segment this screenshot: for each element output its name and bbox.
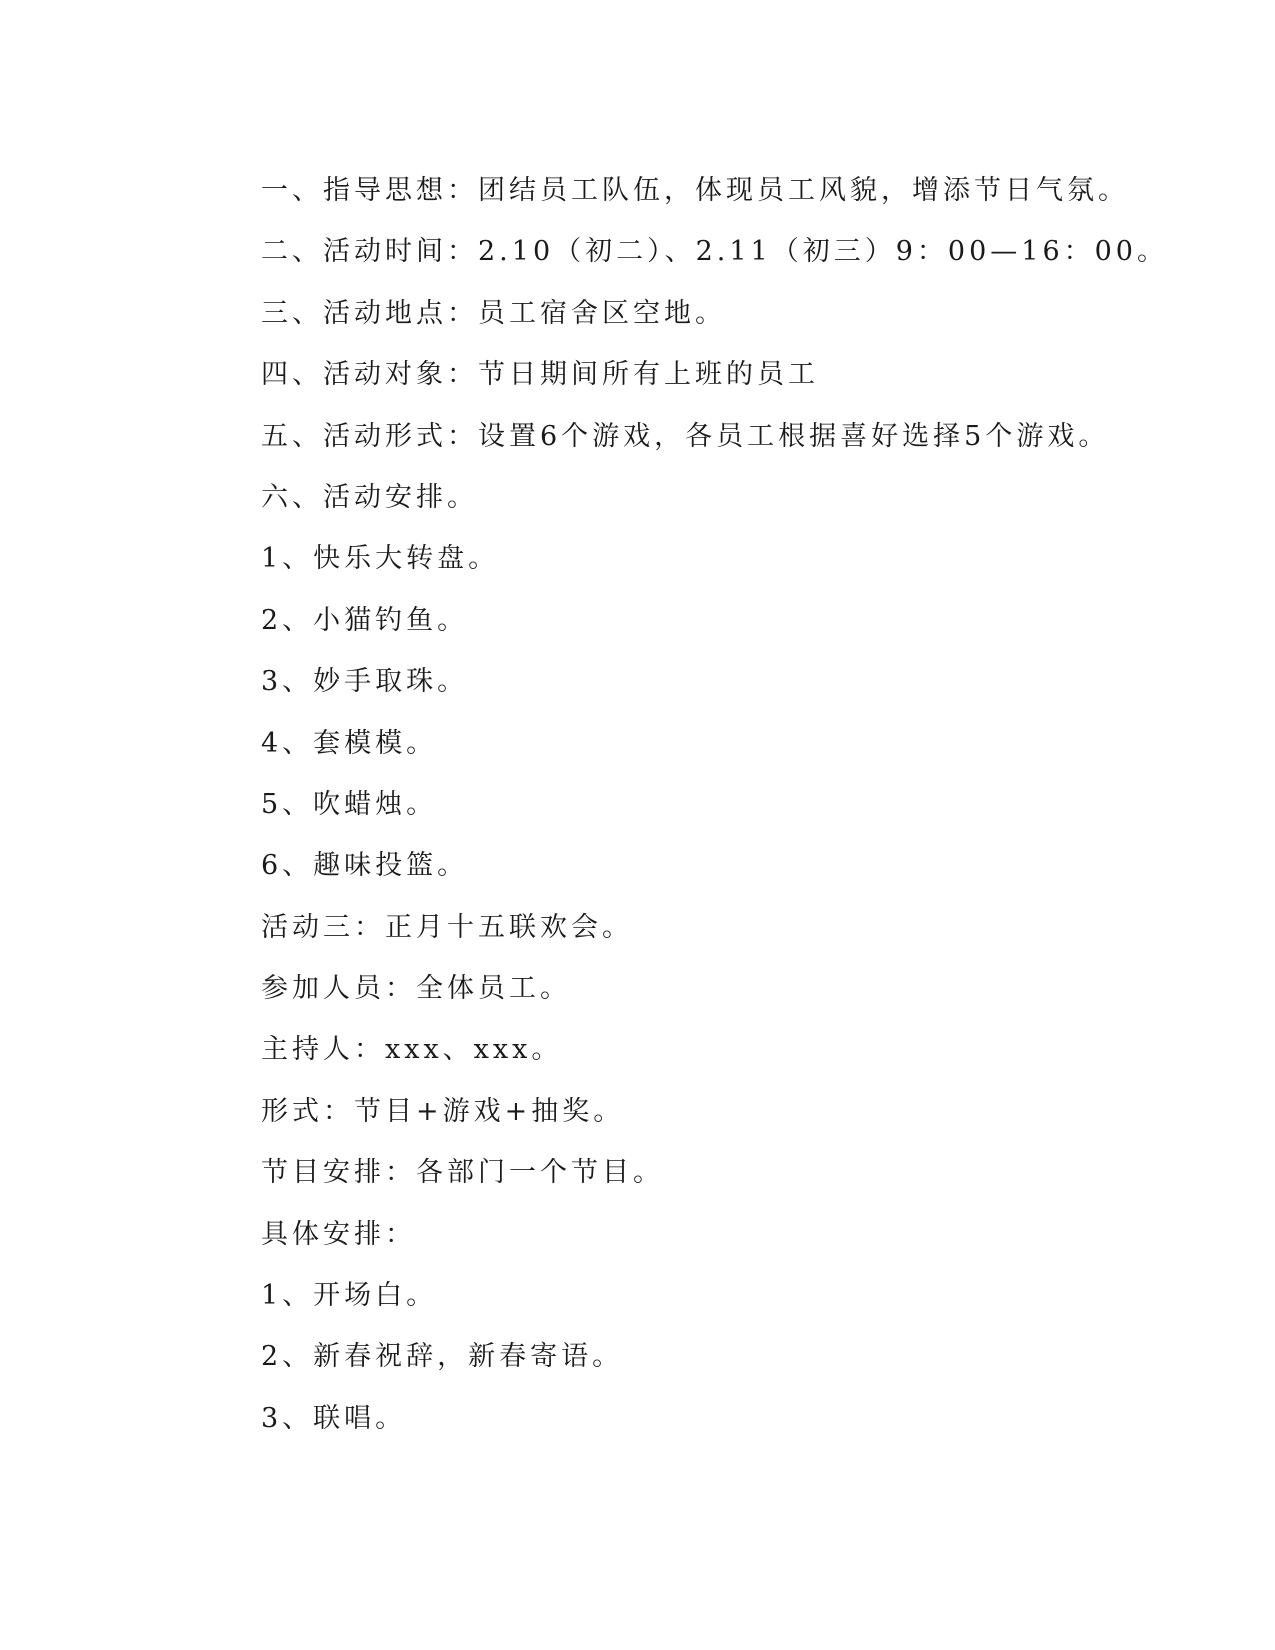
game-list-item: 3、妙手取珠。 (261, 666, 469, 698)
activity-three-heading: 活动三：正月十五联欢会。 (261, 911, 633, 943)
activity-format-line: 五、活动形式：设置6个游戏，各员工根据喜好选择5个游戏。 (261, 420, 1110, 452)
game-list-item: 6、趣味投篮。 (261, 850, 469, 882)
host-line: 主持人：xxx、xxx。 (261, 1034, 563, 1066)
schedule-list-item: 3、联唱。 (261, 1402, 407, 1434)
activity-arrangement-heading: 六、活动安排。 (261, 481, 478, 513)
format-line: 形式：节目+游戏+抽奖。 (261, 1095, 625, 1127)
guiding-ideology-line: 一、指导思想：团结员工队伍，体现员工风貌，增添节日气氛。 (261, 175, 1129, 206)
program-arrangement-line: 节目安排：各部门一个节目。 (261, 1157, 664, 1189)
document-body (261, 160, 1168, 1449)
detailed-arrangement-heading: 具体安排： (261, 1218, 416, 1250)
game-list-item: 1、快乐大转盘。 (261, 543, 500, 575)
game-list-item: 2、小猫钓鱼。 (261, 604, 469, 636)
schedule-list-item: 1、开场白。 (261, 1280, 438, 1312)
schedule-list-item: 2、新春祝辞，新春寄语。 (261, 1341, 624, 1373)
game-list-item: 5、吹蜡烛。 (261, 788, 438, 820)
game-list-item: 4、套模模。 (261, 727, 438, 759)
activity-location-line: 三、活动地点：员工宿舍区空地。 (261, 297, 726, 329)
activity-time-line: 二、活动时间：2.10（初二）、2.11（初三）9：00—16：00。 (261, 236, 1168, 268)
participants-line: 参加人员：全体员工。 (261, 973, 571, 1005)
activity-target-line: 四、活动对象：节日期间所有上班的员工 (261, 359, 819, 391)
